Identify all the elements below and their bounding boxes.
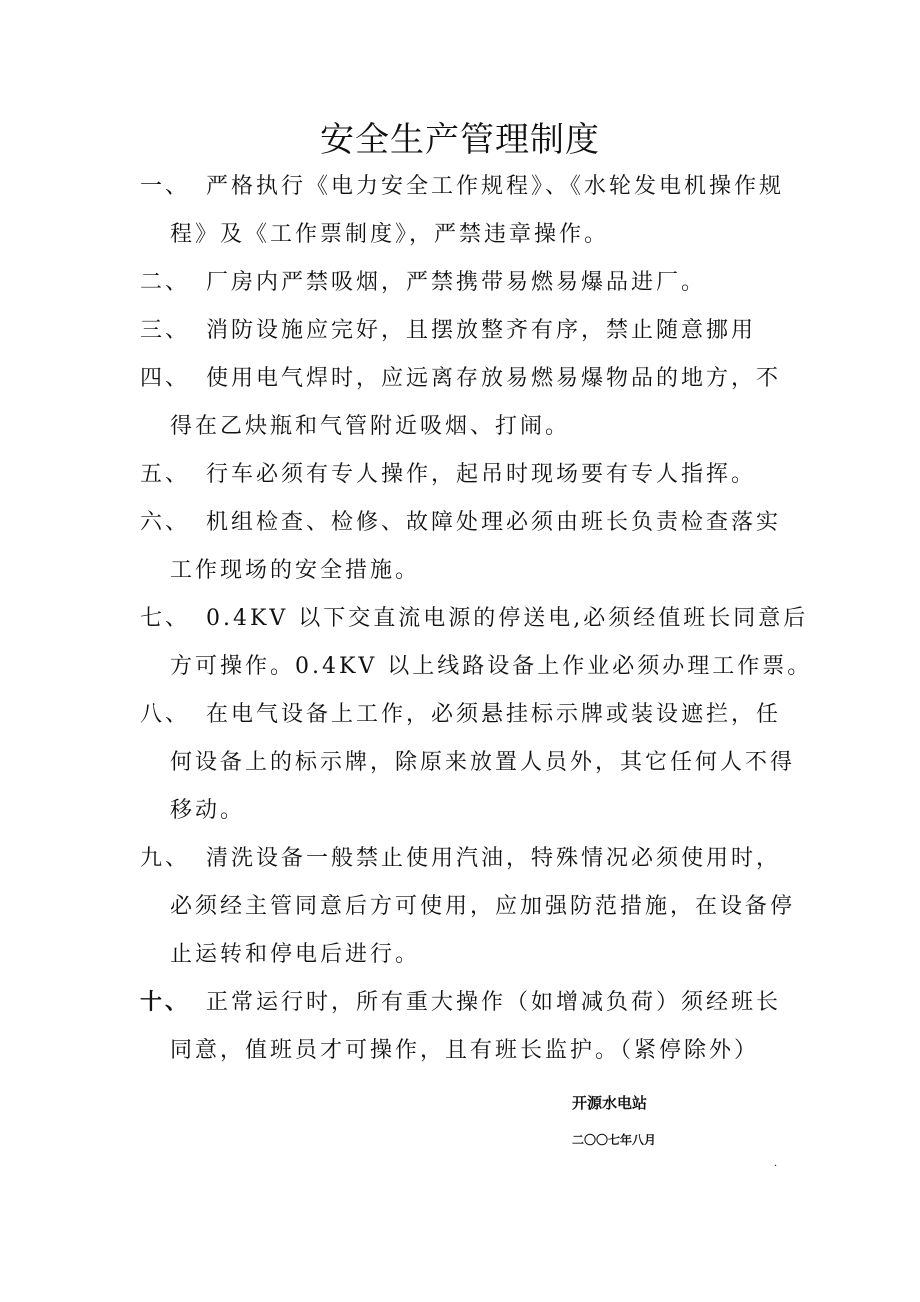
rule-number: 三、 (140, 318, 191, 343)
rule-text-line: 正常运行时，所有重大操作（如增减负荷）须经班长 (206, 990, 782, 1015)
rule-item-6 (140, 499, 800, 595)
footer-mark: . (774, 1158, 778, 1169)
rule-number: 九、 (140, 846, 191, 871)
rule-number: 七、 (140, 606, 191, 631)
rule-number: 八、 (140, 702, 191, 727)
rule-item-9 (140, 835, 800, 979)
rule-text-line: 移动。 (170, 798, 246, 823)
rule-text-line: 严格执行《电力安全工作规程》、《水轮发电机操作规 (206, 174, 785, 199)
rule-text-line: 消防设施应完好，且摆放整齐有序，禁止随意挪用 (206, 318, 757, 343)
rule-text-line: 同意，值班员才可操作，且有班长监护。（紧停除外） (170, 1038, 760, 1063)
rule-number: 六、 (140, 510, 191, 535)
rule-item-2 (140, 259, 800, 307)
document-title: 安全生产管理制度 (320, 120, 600, 160)
rule-item-1 (140, 163, 800, 259)
rule-text-line: 工作现场的安全措施。 (170, 558, 421, 583)
rule-item-5 (140, 451, 800, 499)
rule-item-4 (140, 355, 800, 451)
rule-item-7 (140, 595, 813, 691)
rule-text-line: 止运转和停电后进行。 (170, 942, 421, 967)
rule-item-8 (140, 691, 800, 835)
rule-item-3 (140, 307, 800, 355)
rule-text-line: 0.4KV 以下交直流电源的停送电,必须经值班长同意后 (206, 606, 809, 631)
signature-date: 二〇〇七年八月 (572, 1133, 657, 1147)
rule-text-line: 方可操作。0.4KV 以上线路设备上作业必须办理工作票。 (170, 654, 813, 679)
rule-text-line: 行车必须有专人操作，起吊时现场要有专人指挥。 (206, 462, 757, 487)
rule-item-10 (140, 979, 800, 1075)
rule-number: 十、 (140, 990, 191, 1015)
rule-text-line: 得在乙炔瓶和气管附近吸烟、打闹。 (170, 414, 571, 439)
rule-text-line: 厂房内严禁吸烟，严禁携带易燃易爆品进厂。 (206, 270, 707, 295)
rule-text-line: 使用电气焊时，应远离存放易燃易爆物品的地方，不 (206, 366, 782, 391)
rule-text-line: 在电气设备上工作，必须悬挂标示牌或装设遮拦，任 (206, 702, 782, 727)
rule-text-line: 何设备上的标示牌，除原来放置人员外，其它任何人不得 (170, 750, 796, 775)
signature-organization: 开源水电站 (572, 1094, 648, 1112)
rule-number: 一、 (140, 174, 191, 199)
rule-number: 二、 (140, 270, 191, 295)
rule-text-line: 必须经主管同意后方可使用，应加强防范措施，在设备停 (170, 894, 796, 919)
rule-text-line: 程》及《工作票制度》，严禁违章操作。 (170, 222, 610, 247)
rule-number: 五、 (140, 462, 191, 487)
rule-text-line: 清洗设备一般禁止使用汽油，特殊情况必须使用时， (206, 846, 782, 871)
rule-text-line: 机组检查、检修、故障处理必须由班长负责检查落实 (206, 510, 782, 535)
rule-number: 四、 (140, 366, 191, 391)
